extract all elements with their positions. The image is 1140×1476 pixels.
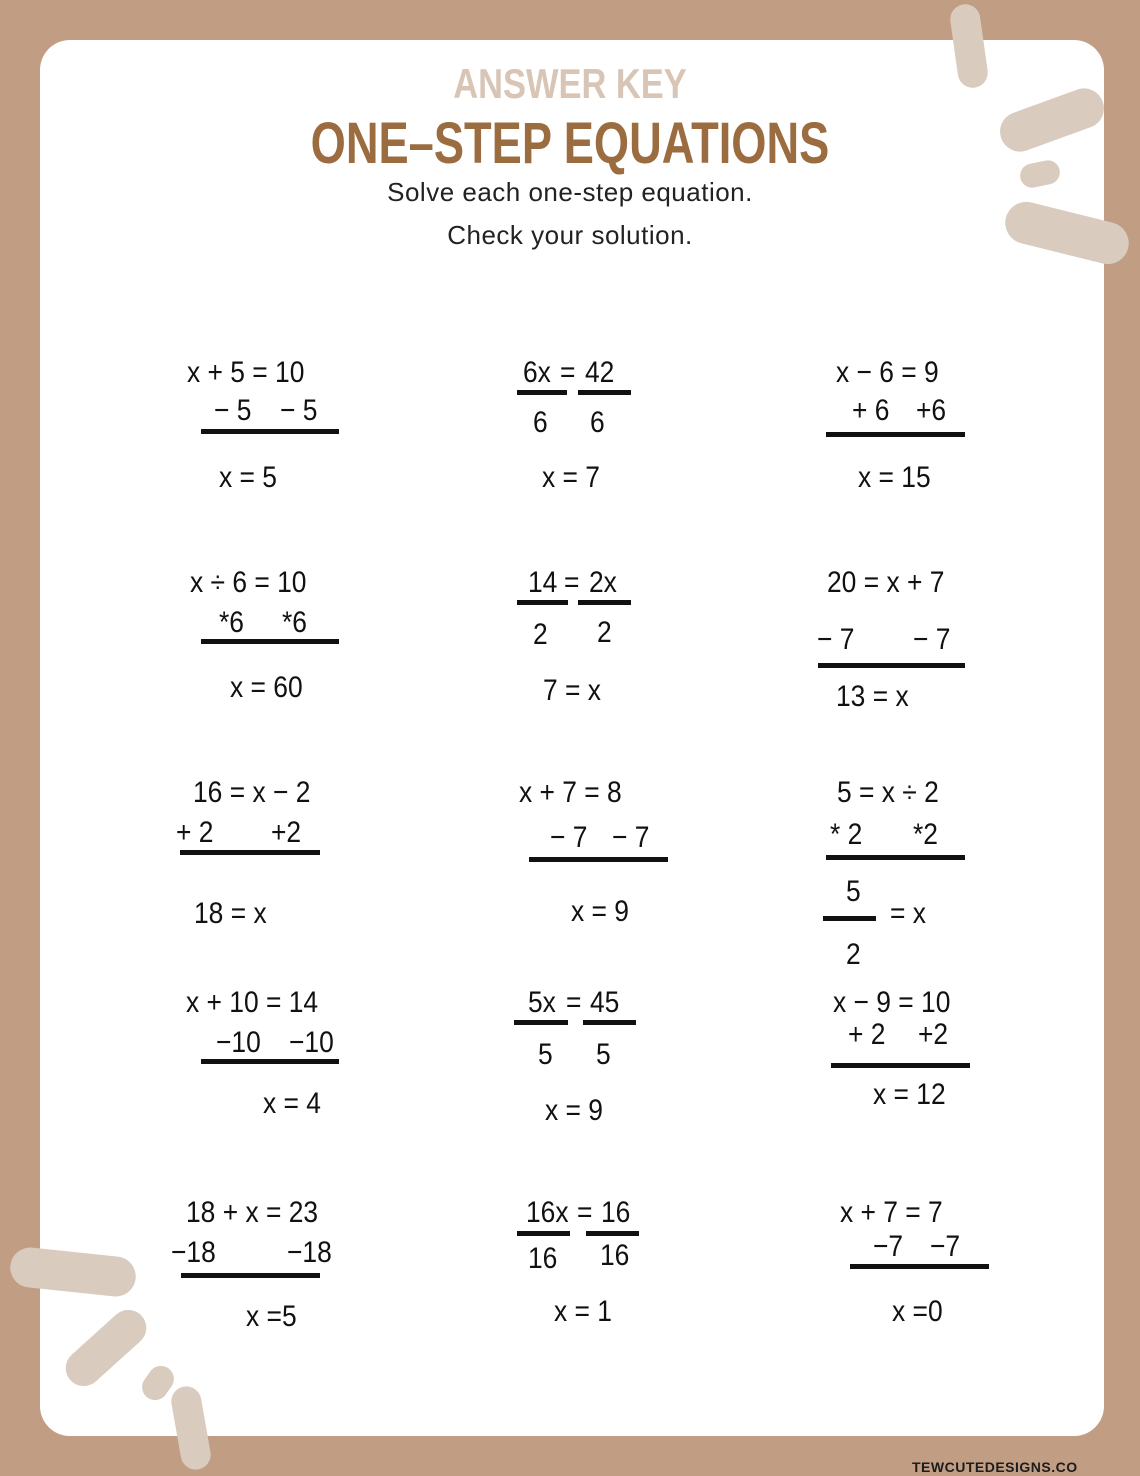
equation-right: 42 — [585, 356, 615, 389]
problem-equation: x − 6 = 9 — [836, 356, 939, 389]
fraction-bar — [517, 390, 567, 395]
problem-answer: x =0 — [892, 1295, 943, 1328]
fraction-bar — [586, 1231, 639, 1236]
problem-equation: 20 = x + 7 — [827, 566, 945, 599]
fraction-bar — [583, 1020, 636, 1025]
answer-rest: = x — [890, 897, 926, 930]
problem-answer: x = 9 — [571, 895, 629, 928]
problem-step-right: − 7 — [913, 623, 951, 656]
instruction-line-1: Solve each one-step equation. — [387, 177, 753, 207]
problem-step-left: * 2 — [830, 818, 863, 851]
equation-equals: = — [564, 566, 580, 599]
problem-step-left: −7 — [873, 1230, 904, 1263]
problem-equation: x + 7 = 7 — [840, 1196, 943, 1229]
work-line — [826, 855, 965, 860]
divisor-left: 2 — [533, 618, 548, 651]
problem-equation: 18 + x = 23 — [186, 1196, 319, 1229]
work-line — [831, 1063, 970, 1068]
fraction-bar — [517, 1231, 570, 1236]
answer-key-label: ANSWER KEY — [453, 60, 687, 107]
problem-step-left: + 2 — [848, 1018, 886, 1051]
work-line — [181, 1273, 320, 1278]
problem-step-left: − 7 — [550, 821, 588, 854]
fraction-bar — [578, 390, 631, 395]
equation-left: 6x — [523, 356, 551, 389]
problem-answer: x = 15 — [858, 461, 931, 494]
divisor-right: 6 — [590, 406, 605, 439]
work-line — [850, 1264, 989, 1269]
problem-step-left: −10 — [216, 1026, 261, 1059]
problem-answer: 18 = x — [194, 897, 267, 930]
problem-step-right: −10 — [289, 1026, 334, 1059]
problem-step-right: *6 — [282, 606, 307, 639]
problem-equation: 16 = x − 2 — [193, 776, 311, 809]
problem-step-left: − 7 — [817, 623, 855, 656]
problem-answer: x = 5 — [219, 461, 277, 494]
problem-step-right: −18 — [287, 1236, 332, 1269]
problem-answer: x = 7 — [542, 461, 600, 494]
divisor-right: 5 — [596, 1038, 611, 1071]
equation-left: 14 — [528, 566, 558, 599]
work-line — [529, 857, 668, 862]
problem-step-left: *6 — [219, 606, 244, 639]
instruction-line-2: Check your solution. — [447, 220, 693, 250]
equation-right: 45 — [590, 986, 620, 1019]
divisor-left: 16 — [528, 1242, 558, 1275]
problem-equation: x ÷ 6 = 10 — [190, 566, 307, 599]
work-line — [818, 663, 965, 668]
work-line — [201, 1059, 339, 1064]
problem-answer: x = 1 — [554, 1295, 612, 1328]
problem-step-left: + 6 — [852, 394, 890, 427]
problem-equation: 5 = x ÷ 2 — [837, 776, 939, 809]
fraction-bar — [823, 916, 876, 921]
answer-numerator: 5 — [846, 875, 861, 908]
fraction-bar — [517, 600, 568, 605]
problem-answer: x = 4 — [263, 1087, 321, 1120]
problem-equation: x − 9 = 10 — [833, 986, 951, 1019]
equation-equals: = — [577, 1196, 593, 1229]
problem-step-right: − 5 — [280, 394, 318, 427]
divisor-right: 2 — [597, 616, 612, 649]
work-line — [201, 429, 339, 434]
problem-step-right: +2 — [271, 816, 302, 849]
equation-left: 16x — [526, 1196, 569, 1229]
answer-denominator: 2 — [846, 938, 861, 971]
problem-step-right: +6 — [916, 394, 947, 427]
fraction-bar — [578, 600, 631, 605]
equation-left: 5x — [528, 986, 556, 1019]
problem-step-right: − 7 — [612, 821, 650, 854]
problem-equation: x + 7 = 8 — [519, 776, 622, 809]
problem-step-left: − 5 — [214, 394, 252, 427]
divisor-left: 5 — [538, 1038, 553, 1071]
problem-step-right: *2 — [913, 818, 938, 851]
work-line — [826, 432, 965, 437]
problem-step-right: +2 — [918, 1018, 949, 1051]
page-title: ONE–STEP EQUATIONS — [310, 111, 830, 176]
work-line — [201, 639, 339, 644]
problem-answer: x = 9 — [545, 1094, 603, 1127]
problem-answer: 7 = x — [543, 674, 601, 707]
problem-answer: x = 60 — [230, 671, 303, 704]
equation-right: 16 — [601, 1196, 631, 1229]
problem-equation: x + 10 = 14 — [186, 986, 319, 1019]
divisor-left: 6 — [533, 406, 548, 439]
equation-equals: = — [566, 986, 582, 1019]
problem-answer: x =5 — [246, 1300, 297, 1333]
divisor-right: 16 — [600, 1239, 630, 1272]
problem-equation: x + 5 = 10 — [187, 356, 305, 389]
problem-step-right: −7 — [930, 1230, 961, 1263]
fraction-bar — [514, 1020, 568, 1025]
equation-right: 2x — [589, 566, 617, 599]
problem-answer: 13 = x — [836, 680, 909, 713]
brand-footer: TEWCUTEDESIGNS.CO — [912, 1459, 1078, 1475]
problem-answer: x = 12 — [873, 1078, 946, 1111]
problem-step-left: −18 — [171, 1236, 216, 1269]
equation-equals: = — [560, 356, 576, 389]
problem-step-left: + 2 — [176, 816, 214, 849]
work-line — [180, 850, 320, 855]
